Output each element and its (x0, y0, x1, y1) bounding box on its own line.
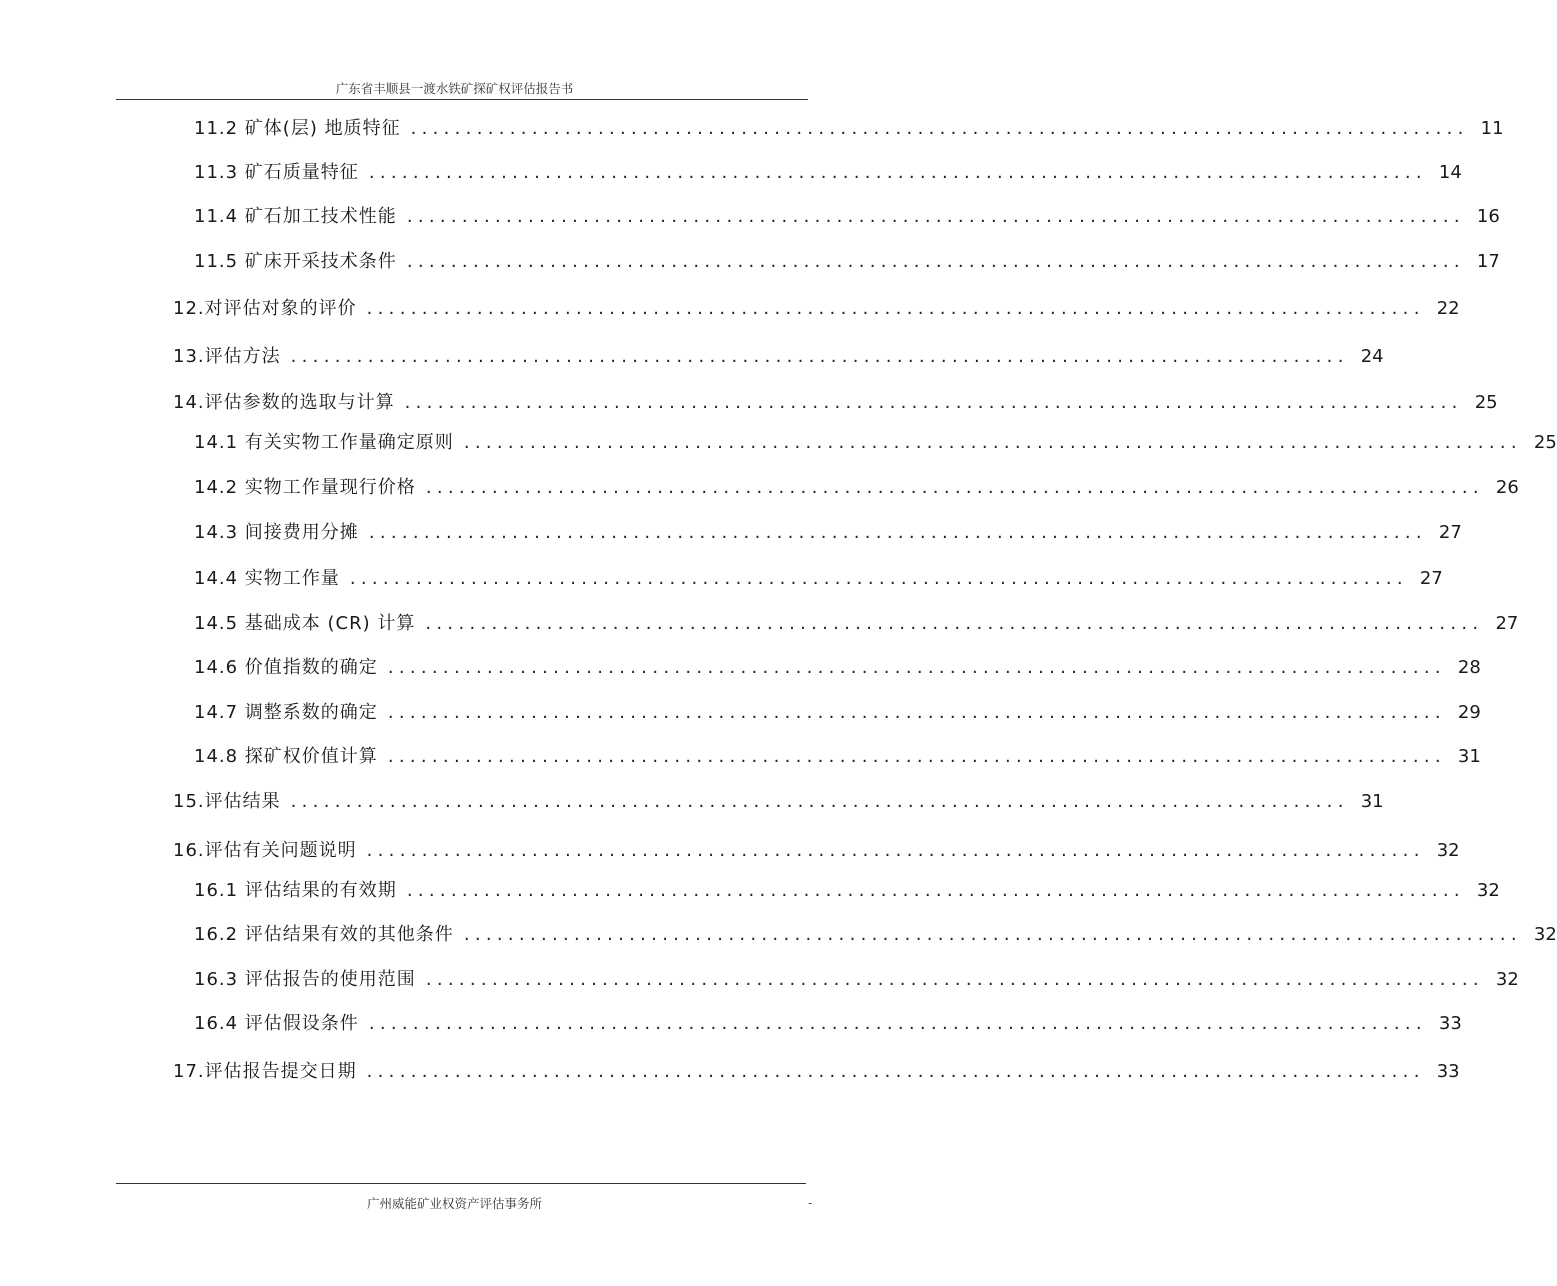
toc-entry-page: 25 (1474, 392, 1498, 413)
toc-entry-page: 22 (1436, 298, 1460, 319)
toc-entry-title: 12.对评估对象的评价 (173, 298, 357, 319)
footer-divider (116, 1183, 806, 1184)
toc-leader: ................................................................................................ (425, 477, 1484, 498)
toc-entry-title: 16.4 评估假设条件 (194, 1013, 359, 1034)
toc-leader: ................................................................................................ (387, 746, 1446, 767)
toc-entry-title: 13.评估方法 (173, 346, 281, 367)
toc-leader: ................................................................................................ (387, 702, 1446, 723)
toc-entry-page: 29 (1457, 702, 1481, 723)
toc-entry[interactable] (173, 342, 1384, 368)
toc-entry-page: 25 (1533, 432, 1557, 453)
toc-entry[interactable] (194, 876, 1500, 902)
toc-entry-title: 17.评估报告提交日期 (173, 1061, 357, 1082)
toc-entry[interactable] (194, 428, 1557, 454)
toc-entry-page: 33 (1438, 1013, 1462, 1034)
toc-entry-page: 31 (1360, 791, 1384, 812)
toc-entry[interactable] (173, 1057, 1460, 1083)
toc-entry-title: 14.4 实物工作量 (194, 568, 340, 589)
toc-leader: ................................................................................................ (463, 432, 1522, 453)
toc-entry-page: 27 (1419, 568, 1443, 589)
toc-entry-page: 32 (1476, 880, 1500, 901)
toc-leader: ................................................................................................ (349, 568, 1408, 589)
toc-entry-title: 14.5 基础成本 (CR) 计算 (194, 613, 416, 634)
toc-entry-title: 14.6 价值指数的确定 (194, 657, 378, 678)
toc-leader: ................................................................................................ (290, 791, 1349, 812)
toc-entry-page: 16 (1476, 206, 1500, 227)
toc-leader: ................................................................................................ (366, 840, 1425, 861)
toc-entry-page: 17 (1476, 251, 1500, 272)
toc-entry-title: 14.评估参数的选取与计算 (173, 392, 395, 413)
toc-entry[interactable] (194, 247, 1500, 273)
toc-entry-page: 31 (1457, 746, 1481, 767)
toc-entry-title: 14.7 调整系数的确定 (194, 702, 378, 723)
toc-entry-title: 11.2 矿体(层) 地质特征 (194, 118, 401, 139)
toc-leader: ................................................................................................ (366, 298, 1425, 319)
toc-leader: ................................................................................................ (410, 118, 1469, 139)
toc-entry[interactable] (194, 1009, 1462, 1035)
toc-leader: ................................................................................................ (406, 206, 1465, 227)
toc-entry[interactable] (194, 473, 1519, 499)
toc-entry[interactable] (194, 742, 1481, 768)
toc-leader: ................................................................................................ (290, 346, 1349, 367)
toc-entry-title: 14.8 探矿权价值计算 (194, 746, 378, 767)
toc-entry[interactable] (194, 920, 1557, 946)
toc-leader: ................................................................................................ (406, 880, 1465, 901)
toc-entry-page: 24 (1360, 346, 1384, 367)
toc-entry[interactable] (173, 294, 1460, 320)
toc-leader: ................................................................................................ (366, 1061, 1425, 1082)
toc-entry-page: 32 (1533, 924, 1557, 945)
toc-entry-page: 11 (1480, 118, 1504, 139)
toc-leader: ................................................................................................ (368, 162, 1427, 183)
toc-entry[interactable] (173, 787, 1384, 813)
toc-entry-page: 27 (1495, 613, 1519, 634)
toc-entry[interactable] (194, 158, 1462, 184)
toc-entry[interactable] (173, 836, 1460, 862)
toc-entry[interactable] (194, 202, 1500, 228)
toc-entry[interactable] (194, 518, 1462, 544)
toc-entry-page: 14 (1438, 162, 1462, 183)
toc-entry-page: 32 (1495, 969, 1519, 990)
toc-entry-page: 27 (1438, 522, 1462, 543)
toc-leader: ................................................................................................ (406, 251, 1465, 272)
toc-entry-title: 14.2 实物工作量现行价格 (194, 477, 416, 498)
page-header: 广东省丰顺县一渡水铁矿探矿权评估报告书 (335, 81, 574, 96)
toc-leader: ................................................................................................ (463, 924, 1522, 945)
toc-entry[interactable] (194, 564, 1443, 590)
toc-entry-title: 16.评估有关问题说明 (173, 840, 357, 861)
toc-entry[interactable] (194, 698, 1481, 724)
toc-entry-page: 32 (1436, 840, 1460, 861)
toc-entry-page: 26 (1495, 477, 1519, 498)
toc-entry-page: 33 (1436, 1061, 1460, 1082)
footer-mark: - (808, 1196, 813, 1210)
toc-entry-title: 16.1 评估结果的有效期 (194, 880, 397, 901)
toc-entry-title: 14.3 间接费用分摊 (194, 522, 359, 543)
toc-entry-title: 11.4 矿石加工技术性能 (194, 206, 397, 227)
page-footer: 广州威能矿业权资产评估事务所 (366, 1196, 542, 1211)
toc-entry[interactable] (173, 388, 1498, 414)
toc-entry-page: 28 (1457, 657, 1481, 678)
toc-leader: ................................................................................................ (425, 613, 1484, 634)
toc-leader: ................................................................................................ (425, 969, 1484, 990)
toc-entry-title: 15.评估结果 (173, 791, 281, 812)
toc-entry[interactable] (194, 965, 1519, 991)
toc-leader: ................................................................................................ (368, 1013, 1427, 1034)
toc-entry-title: 16.3 评估报告的使用范围 (194, 969, 416, 990)
toc-entry[interactable] (194, 653, 1481, 679)
toc-entry-title: 16.2 评估结果有效的其他条件 (194, 924, 454, 945)
toc-entry-title: 14.1 有关实物工作量确定原则 (194, 432, 454, 453)
toc-leader: ................................................................................................ (368, 522, 1427, 543)
toc-entry-title: 11.3 矿石质量特征 (194, 162, 359, 183)
toc-leader: ................................................................................................ (387, 657, 1446, 678)
toc-leader: ................................................................................................ (404, 392, 1463, 413)
toc-entry[interactable] (194, 114, 1504, 140)
toc-entry-title: 11.5 矿床开采技术条件 (194, 251, 397, 272)
toc-entry[interactable] (194, 609, 1519, 635)
